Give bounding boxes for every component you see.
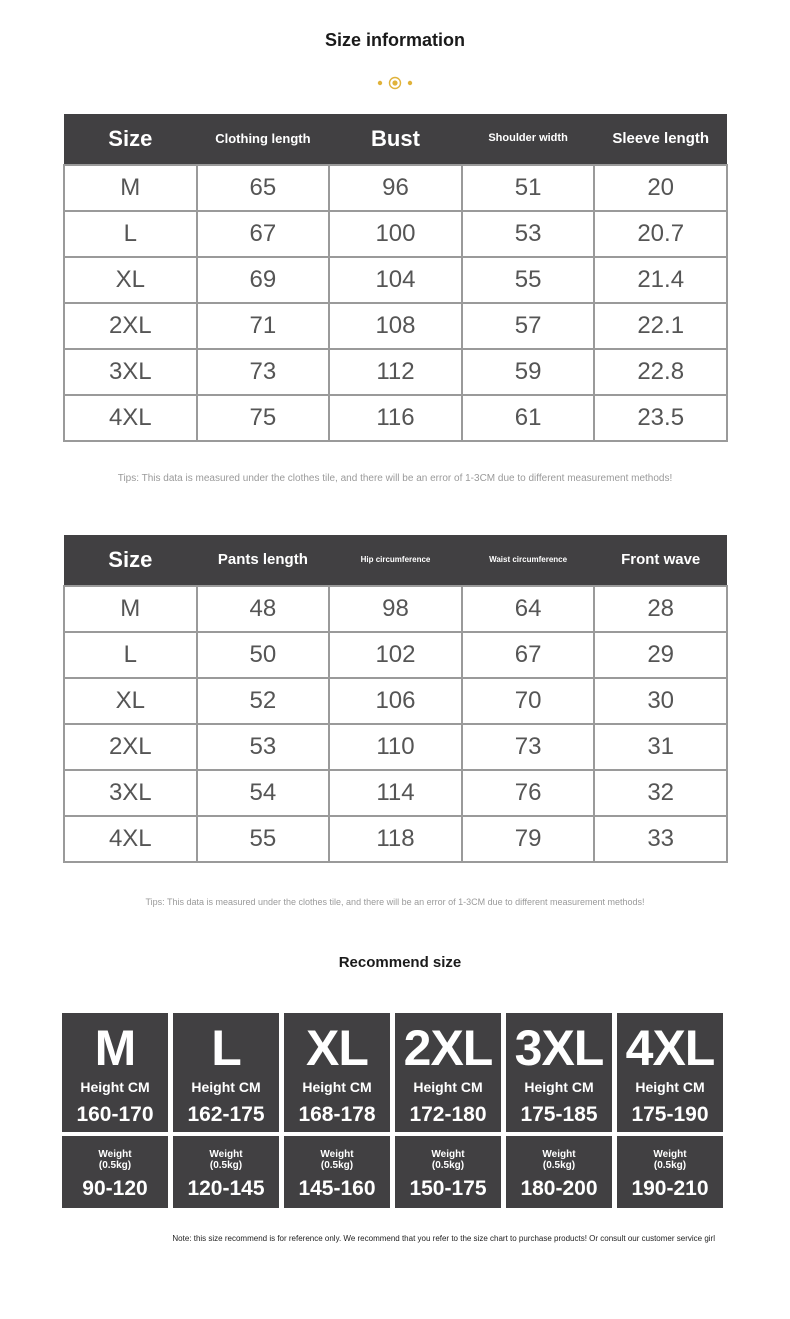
table-cell: 59 xyxy=(462,349,595,395)
height-label: Height CM xyxy=(413,1079,483,1095)
table-cell: XL xyxy=(64,678,197,724)
weight-card-2xl xyxy=(395,1136,501,1208)
table-row xyxy=(64,678,727,724)
weight-unit: (0.5kg) xyxy=(542,1160,576,1171)
table-cell: 108 xyxy=(329,303,462,349)
height-range: 162-175 xyxy=(187,1103,265,1126)
table-cell: 118 xyxy=(329,816,462,862)
table-cell: 20 xyxy=(594,165,727,211)
height-label: Height CM xyxy=(635,1079,705,1095)
table-cell: 67 xyxy=(197,211,330,257)
table-cell: L xyxy=(64,632,197,678)
table-cell: 53 xyxy=(462,211,595,257)
table-cell: 76 xyxy=(462,770,595,816)
recommend-card-4xl xyxy=(617,1013,723,1132)
table-row xyxy=(64,211,727,257)
table-cell: M xyxy=(64,165,197,211)
tops-header-sleeve-length: Sleeve length xyxy=(594,114,727,165)
weight-card-4xl xyxy=(617,1136,723,1208)
table-cell: 33 xyxy=(594,816,727,862)
table-cell: 2XL xyxy=(64,724,197,770)
height-label: Height CM xyxy=(191,1079,261,1095)
height-label: Height CM xyxy=(302,1079,372,1095)
recommend-card-3xl xyxy=(506,1013,612,1132)
tops-header-clothing-length: Clothing length xyxy=(197,114,330,165)
tops-tips-text: Tips: This data is measured under the clothes tile, and there will be an error of 1-3CM due to different measurement methods! xyxy=(117,473,673,484)
height-label: Height CM xyxy=(80,1079,150,1095)
table-cell: 55 xyxy=(197,816,330,862)
pants-header-size: Size xyxy=(64,535,197,586)
table-row xyxy=(64,395,727,441)
table-cell: 20.7 xyxy=(594,211,727,257)
height-range: 168-178 xyxy=(298,1103,376,1126)
weight-unit: (0.5kg) xyxy=(653,1160,687,1171)
height-range: 160-170 xyxy=(76,1103,154,1126)
pants-header-hip-circumference: Hip circumference xyxy=(329,535,462,586)
table-cell: 32 xyxy=(594,770,727,816)
recommend-size: L xyxy=(211,1020,241,1076)
table-cell: M xyxy=(64,586,197,632)
table-cell: 29 xyxy=(594,632,727,678)
recommend-grid xyxy=(62,1013,723,1208)
table-cell: 57 xyxy=(462,303,595,349)
pants-header-row xyxy=(64,535,727,586)
weight-range: 120-145 xyxy=(187,1177,265,1200)
table-cell: 100 xyxy=(329,211,462,257)
table-cell: 112 xyxy=(329,349,462,395)
page-title: Size information xyxy=(324,30,465,50)
weight-card-xl xyxy=(284,1136,390,1208)
table-cell: 51 xyxy=(462,165,595,211)
recommend-card-l xyxy=(173,1013,279,1132)
height-range: 175-185 xyxy=(520,1103,598,1126)
table-cell: 116 xyxy=(329,395,462,441)
table-cell: 28 xyxy=(594,586,727,632)
table-cell: 70 xyxy=(462,678,595,724)
table-cell: L xyxy=(64,211,197,257)
table-cell: 73 xyxy=(197,349,330,395)
table-cell: 22.8 xyxy=(594,349,727,395)
weight-card-m xyxy=(62,1136,168,1208)
pants-tips-text: Tips: This data is measured under the clothes tile, and there will be an error of 1-3CM due to different measurement methods! xyxy=(145,897,645,907)
tops-header-shoulder-width: Shoulder width xyxy=(462,114,595,165)
recommend-size: 3XL xyxy=(514,1020,604,1076)
weight-range: 90-120 xyxy=(82,1177,148,1200)
table-cell: 48 xyxy=(197,586,330,632)
table-cell: 110 xyxy=(329,724,462,770)
tops-header-row xyxy=(64,114,727,165)
table-row xyxy=(64,257,727,303)
tops-header-bust: Bust xyxy=(329,114,462,165)
table-cell: 4XL xyxy=(64,816,197,862)
table-cell: 73 xyxy=(462,724,595,770)
weight-unit: (0.5kg) xyxy=(320,1160,354,1171)
table-cell: 96 xyxy=(329,165,462,211)
recommend-card-m xyxy=(62,1013,168,1132)
height-range: 175-190 xyxy=(631,1103,709,1126)
weight-range: 190-210 xyxy=(631,1177,709,1200)
tops-header-size: Size xyxy=(64,114,197,165)
table-cell: 30 xyxy=(594,678,727,724)
pants-header-pants-length: Pants length xyxy=(197,535,330,586)
recommend-size: XL xyxy=(306,1020,368,1076)
table-row xyxy=(64,724,727,770)
table-cell: 69 xyxy=(197,257,330,303)
pants-size-table xyxy=(63,535,728,863)
weight-unit: (0.5kg) xyxy=(209,1160,243,1171)
table-cell: 3XL xyxy=(64,349,197,395)
recommend-card-2xl xyxy=(395,1013,501,1132)
weight-unit: (0.5kg) xyxy=(98,1160,132,1171)
table-cell: 114 xyxy=(329,770,462,816)
weight-range: 150-175 xyxy=(409,1177,487,1200)
table-cell: 54 xyxy=(197,770,330,816)
table-cell: 2XL xyxy=(64,303,197,349)
table-cell: 55 xyxy=(462,257,595,303)
recommend-size: 4XL xyxy=(625,1020,715,1076)
pants-header-front-wave: Front wave xyxy=(594,535,727,586)
recommend-size: M xyxy=(94,1020,136,1076)
weight-range: 145-160 xyxy=(298,1177,376,1200)
table-cell: 52 xyxy=(197,678,330,724)
table-cell: 102 xyxy=(329,632,462,678)
table-cell: XL xyxy=(64,257,197,303)
table-cell: 98 xyxy=(329,586,462,632)
weight-label: Weight xyxy=(431,1149,465,1160)
weight-card-3xl xyxy=(506,1136,612,1208)
table-cell: 67 xyxy=(462,632,595,678)
weight-card-l xyxy=(173,1136,279,1208)
weight-unit: (0.5kg) xyxy=(431,1160,465,1171)
table-row xyxy=(64,165,727,211)
weight-label: Weight xyxy=(320,1149,354,1160)
table-cell: 22.1 xyxy=(594,303,727,349)
table-row xyxy=(64,303,727,349)
recommend-card-xl xyxy=(284,1013,390,1132)
table-row xyxy=(64,770,727,816)
table-cell: 106 xyxy=(329,678,462,724)
table-cell: 61 xyxy=(462,395,595,441)
table-cell: 71 xyxy=(197,303,330,349)
recommend-title: Recommend size xyxy=(338,954,462,971)
table-cell: 50 xyxy=(197,632,330,678)
recommend-size: 2XL xyxy=(403,1020,493,1076)
recommend-note: Note: this size recommend is for reference only. We recommend that you refer to the size chart to purchase products! Or consult our customer service girl xyxy=(172,1234,715,1243)
weight-label: Weight xyxy=(209,1149,243,1160)
table-cell: 21.4 xyxy=(594,257,727,303)
weight-label: Weight xyxy=(98,1149,132,1160)
weight-label: Weight xyxy=(542,1149,576,1160)
table-cell: 4XL xyxy=(64,395,197,441)
tops-size-table xyxy=(63,114,728,442)
table-cell: 23.5 xyxy=(594,395,727,441)
ornament-icon xyxy=(375,75,415,91)
table-row xyxy=(64,816,727,862)
table-row xyxy=(64,586,727,632)
table-cell: 3XL xyxy=(64,770,197,816)
weight-label: Weight xyxy=(653,1149,687,1160)
table-row xyxy=(64,349,727,395)
table-row xyxy=(64,632,727,678)
table-cell: 104 xyxy=(329,257,462,303)
table-cell: 64 xyxy=(462,586,595,632)
table-cell: 65 xyxy=(197,165,330,211)
weight-range: 180-200 xyxy=(520,1177,598,1200)
height-label: Height CM xyxy=(524,1079,594,1095)
table-cell: 79 xyxy=(462,816,595,862)
table-cell: 53 xyxy=(197,724,330,770)
pants-header-waist-circumference: Waist circumference xyxy=(462,535,595,586)
table-cell: 75 xyxy=(197,395,330,441)
height-range: 172-180 xyxy=(409,1103,487,1126)
table-cell: 31 xyxy=(594,724,727,770)
